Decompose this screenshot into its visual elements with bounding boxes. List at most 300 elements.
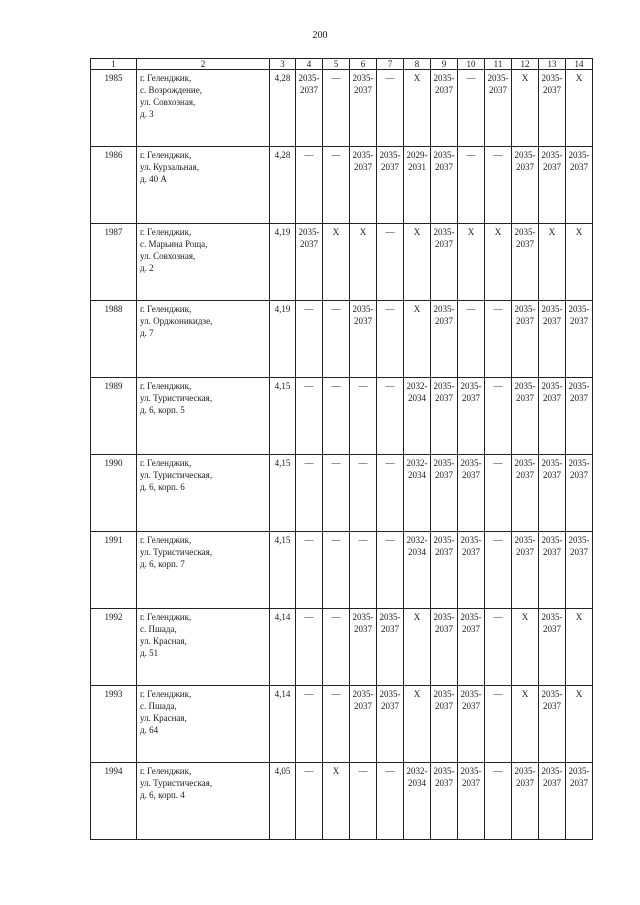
address-cell [137,455,270,532]
table-row [91,763,593,840]
cell-line: 2035- [460,458,482,468]
cell-line: 2032- [406,766,428,776]
period-cell-col-10 [458,763,485,840]
period-cell-col-9 [431,301,458,378]
cell-line: — [331,535,341,545]
cell-line: 2037 [543,624,561,634]
cell-line: 2037 [516,778,534,788]
address-line: с. Марьина Роща, [140,239,208,249]
cell-line: X [575,73,583,83]
address-line: с. Возрождение, [140,85,202,95]
address-line: д. 6, корп. 7 [140,559,185,569]
period-cell-col-8 [404,147,431,224]
period-cell-col-6 [350,455,377,532]
address-line: с. Пшада, [140,624,177,634]
value-cell: 4,19 [270,224,296,301]
cell-line: 2035- [433,766,455,776]
period-cell-col-7 [377,301,404,378]
cell-line: 2035- [541,150,563,160]
address-line: ул. Красная, [140,636,187,646]
cell-line: — [331,304,341,314]
table-row [91,70,593,147]
cell-line: X [575,227,583,237]
address-cell [137,609,270,686]
address-cell [137,378,270,455]
cell-line: 2037 [570,470,588,480]
cell-line: X [413,304,421,314]
address-line: ул. Курзальная, [140,162,199,172]
period-cell-col-14 [566,147,593,224]
period-cell-col-7 [377,686,404,763]
cell-line: — [304,458,314,468]
cell-line: — [385,73,395,83]
period-cell-col-8 [404,455,431,532]
period-cell-col-5 [323,763,350,840]
cell-line: 2035- [352,73,374,83]
period-cell-col-12 [512,224,539,301]
cell-line: 2037 [462,470,480,480]
cell-line: 2035- [460,689,482,699]
period-cell-col-14 [566,224,593,301]
cell-line: 2035- [433,304,455,314]
period-cell-col-4 [296,455,323,532]
cell-line: X [521,689,529,699]
period-cell-col-12 [512,763,539,840]
cell-line: 2037 [570,778,588,788]
cell-line: 2037 [516,239,534,249]
cell-line: 2037 [354,162,372,172]
cell-line: 2037 [462,547,480,557]
period-cell-col-10 [458,301,485,378]
period-cell-col-7 [377,70,404,147]
period-cell-col-4 [296,378,323,455]
cell-line: 2034 [408,470,426,480]
address-line: г. Геленджик, [140,150,192,160]
cell-line: 2035- [514,381,536,391]
period-cell-col-13 [539,609,566,686]
cell-line: 2035- [379,150,401,160]
cell-line: 2037 [462,393,480,403]
cell-line: X [413,612,421,622]
address-cell [137,763,270,840]
cell-line: 2037 [354,316,372,326]
cell-line: 2035- [514,766,536,776]
column-number-3: 3 [270,59,296,70]
cell-line: 2035- [352,612,374,622]
cell-line: X [332,227,340,237]
row-number: 1992 [91,609,137,686]
column-number-4: 4 [296,59,323,70]
cell-line: 2035- [352,689,374,699]
cell-line: 2034 [408,547,426,557]
cell-line: 2035- [514,458,536,468]
period-cell-col-12 [512,147,539,224]
table-row [91,147,593,224]
period-cell-col-4 [296,301,323,378]
table-body [91,70,593,840]
column-number-2: 2 [137,59,270,70]
cell-line: X [575,612,583,622]
cell-line: 2035- [460,535,482,545]
table-row [91,224,593,301]
period-cell-col-8 [404,378,431,455]
row-number: 1991 [91,532,137,609]
cell-line: 2037 [462,624,480,634]
column-number-1: 1 [91,59,137,70]
period-cell-col-10 [458,378,485,455]
period-cell-col-7 [377,147,404,224]
address-line: ул. Туристическая, [140,547,213,557]
cell-line: 2035- [541,304,563,314]
period-cell-col-14 [566,455,593,532]
column-number-14: 14 [566,59,593,70]
column-number-13: 13 [539,59,566,70]
period-cell-col-13 [539,147,566,224]
page-number: 200 [312,30,328,41]
cell-line: 2037 [543,778,561,788]
period-cell-col-10 [458,609,485,686]
cell-line: 2035- [514,227,536,237]
period-cell-col-4 [296,686,323,763]
period-cell-col-5 [323,609,350,686]
cell-line: — [493,304,503,314]
period-cell-col-4 [296,147,323,224]
cell-line: 2037 [543,316,561,326]
period-cell-col-5 [323,378,350,455]
address-line: ул. Туристическая, [140,393,213,403]
cell-line: 2037 [435,316,453,326]
row-number: 1993 [91,686,137,763]
address-line: д. 7 [140,328,154,338]
address-line: г. Геленджик, [140,766,192,776]
cell-line: 2029- [406,150,428,160]
period-cell-col-14 [566,378,593,455]
cell-line: — [385,381,395,391]
cell-line: 2037 [354,701,372,711]
cell-line: — [358,458,368,468]
cell-line: — [385,766,395,776]
period-cell-col-12 [512,378,539,455]
address-cell [137,301,270,378]
column-number-11: 11 [485,59,512,70]
cell-line: 2037 [435,162,453,172]
cell-line: 2035- [541,612,563,622]
cell-line: — [385,535,395,545]
cell-line: 2035- [352,150,374,160]
period-cell-col-4 [296,224,323,301]
column-number-6: 6 [350,59,377,70]
cell-line: 2037 [516,162,534,172]
period-cell-col-10 [458,224,485,301]
column-number-5: 5 [323,59,350,70]
cell-line: 2035- [433,535,455,545]
period-cell-col-14 [566,609,593,686]
cell-line: 2035- [433,150,455,160]
period-cell-col-11 [485,301,512,378]
cell-line: — [304,150,314,160]
row-number: 1988 [91,301,137,378]
period-cell-col-8 [404,532,431,609]
address-line: д. 2 [140,263,154,273]
period-cell-col-13 [539,301,566,378]
cell-line: 2035- [541,689,563,699]
row-number: 1987 [91,224,137,301]
period-cell-col-8 [404,70,431,147]
cell-line: — [304,535,314,545]
cell-line: — [493,150,503,160]
cell-line: — [358,535,368,545]
cell-line: 2037 [516,393,534,403]
address-line: г. Геленджик, [140,381,192,391]
period-cell-col-6 [350,532,377,609]
column-number-12: 12 [512,59,539,70]
period-cell-col-10 [458,532,485,609]
address-line: ул. Совхозная, [140,97,196,107]
row-number: 1989 [91,378,137,455]
cell-line: 2037 [516,547,534,557]
cell-line: X [332,766,340,776]
period-cell-col-8 [404,763,431,840]
cell-line: — [304,381,314,391]
period-cell-col-11 [485,378,512,455]
cell-line: 2035- [568,381,590,391]
cell-line: — [385,227,395,237]
period-cell-col-10 [458,686,485,763]
period-cell-col-7 [377,763,404,840]
table-row [91,455,593,532]
cell-line: — [385,304,395,314]
address-line: ул. Красная, [140,713,187,723]
period-cell-col-12 [512,686,539,763]
cell-line: 2037 [381,701,399,711]
address-line: ул. Туристическая, [140,778,213,788]
cell-line: 2034 [408,393,426,403]
period-cell-col-12 [512,70,539,147]
cell-line: 2037 [435,470,453,480]
period-cell-col-12 [512,455,539,532]
period-cell-col-13 [539,70,566,147]
cell-line: 2037 [381,624,399,634]
column-number-10: 10 [458,59,485,70]
address-line: г. Геленджик, [140,304,192,314]
period-cell-col-5 [323,532,350,609]
period-cell-col-7 [377,609,404,686]
column-number-9: 9 [431,59,458,70]
address-line: г. Геленджик, [140,689,192,699]
cell-line: — [493,766,503,776]
cell-line: 2037 [435,624,453,634]
cell-line: 2037 [489,85,507,95]
cell-line: — [493,535,503,545]
cell-line: 2035- [514,535,536,545]
column-number-8: 8 [404,59,431,70]
cell-line: 2037 [516,316,534,326]
period-cell-col-8 [404,686,431,763]
value-cell: 4,15 [270,455,296,532]
period-cell-col-5 [323,686,350,763]
period-cell-col-14 [566,70,593,147]
cell-line: 2037 [354,624,372,634]
address-cell [137,686,270,763]
cell-line: X [548,227,556,237]
cell-line: 2037 [462,778,480,788]
address-line: д. 6, корп. 6 [140,482,185,492]
period-cell-col-9 [431,224,458,301]
cell-line: — [304,766,314,776]
address-line: ул. Орджоникидзе, [140,316,213,326]
cell-line: 2037 [543,162,561,172]
period-cell-col-11 [485,609,512,686]
cell-line: 2035- [298,73,320,83]
cell-line: 2037 [300,239,318,249]
cell-line: X [413,689,421,699]
cell-line: 2035- [433,227,455,237]
period-cell-col-5 [323,455,350,532]
period-cell-col-6 [350,378,377,455]
cell-line: 2037 [570,393,588,403]
cell-line: 2037 [435,778,453,788]
row-number: 1990 [91,455,137,532]
period-cell-col-4 [296,763,323,840]
column-number-7: 7 [377,59,404,70]
period-cell-col-14 [566,763,593,840]
cell-line: 2035- [379,612,401,622]
period-cell-col-4 [296,609,323,686]
cell-line: X [575,689,583,699]
address-line: с. Пшада, [140,701,177,711]
period-cell-col-7 [377,378,404,455]
cell-line: — [466,150,476,160]
cell-line: 2037 [435,547,453,557]
cell-line: 2037 [570,162,588,172]
cell-line: 2035- [568,458,590,468]
cell-line: 2037 [570,316,588,326]
period-cell-col-11 [485,686,512,763]
period-cell-col-11 [485,532,512,609]
cell-line: 2037 [381,162,399,172]
address-line: ул. Туристическая, [140,470,213,480]
period-cell-col-14 [566,532,593,609]
row-number: 1986 [91,147,137,224]
cell-line: — [331,689,341,699]
cell-line: X [521,73,529,83]
value-cell: 4,28 [270,70,296,147]
address-cell [137,147,270,224]
value-cell: 4,19 [270,301,296,378]
cell-line: X [413,73,421,83]
cell-line: — [493,612,503,622]
cell-line: 2035- [433,689,455,699]
period-cell-col-9 [431,147,458,224]
cell-line: — [331,73,341,83]
cell-line: 2037 [543,85,561,95]
value-cell: 4,28 [270,147,296,224]
cell-line: 2035- [487,73,509,83]
cell-line: 2032- [406,458,428,468]
cell-line: — [493,381,503,391]
period-cell-col-7 [377,532,404,609]
period-cell-col-8 [404,301,431,378]
register-table [90,58,593,840]
cell-line: 2037 [435,393,453,403]
cell-line: 2035- [433,458,455,468]
cell-line: — [331,381,341,391]
cell-line: 2037 [354,85,372,95]
period-cell-col-5 [323,70,350,147]
cell-line: — [358,766,368,776]
column-numbers-header [91,59,593,70]
period-cell-col-5 [323,147,350,224]
address-line: д. 51 [140,648,159,658]
table-row [91,301,593,378]
cell-line: 2035- [298,227,320,237]
period-cell-col-6 [350,70,377,147]
period-cell-col-11 [485,455,512,532]
address-line: г. Геленджик, [140,73,192,83]
cell-line: 2035- [433,381,455,391]
cell-line: X [413,227,421,237]
address-line: г. Геленджик, [140,458,192,468]
period-cell-col-6 [350,224,377,301]
cell-line: — [493,689,503,699]
cell-line: 2037 [543,470,561,480]
period-cell-col-14 [566,686,593,763]
period-cell-col-13 [539,686,566,763]
cell-line: 2037 [543,701,561,711]
value-cell: 4,05 [270,763,296,840]
period-cell-col-9 [431,70,458,147]
cell-line: 2035- [568,535,590,545]
period-cell-col-6 [350,301,377,378]
period-cell-col-9 [431,532,458,609]
row-number: 1994 [91,763,137,840]
cell-line: — [304,689,314,699]
table-row [91,378,593,455]
period-cell-col-6 [350,609,377,686]
table-row [91,686,593,763]
period-cell-col-9 [431,455,458,532]
period-cell-col-12 [512,301,539,378]
cell-line: X [467,227,475,237]
cell-line: 2035- [352,304,374,314]
period-cell-col-8 [404,224,431,301]
period-cell-col-6 [350,147,377,224]
cell-line: 2037 [435,701,453,711]
cell-line: — [304,304,314,314]
period-cell-col-5 [323,301,350,378]
cell-line: 2037 [462,701,480,711]
address-line: д. 40 А [140,174,167,184]
cell-line: 2035- [460,766,482,776]
address-cell [137,70,270,147]
table-row [91,609,593,686]
period-cell-col-11 [485,763,512,840]
period-cell-col-5 [323,224,350,301]
address-line: г. Геленджик, [140,535,192,545]
cell-line: 2035- [541,766,563,776]
value-cell: 4,15 [270,532,296,609]
table-row [91,532,593,609]
period-cell-col-12 [512,532,539,609]
period-cell-col-13 [539,455,566,532]
address-line: г. Геленджик, [140,227,192,237]
period-cell-col-13 [539,532,566,609]
address-line: ул. Совхозная, [140,251,196,261]
cell-line: 2035- [514,150,536,160]
period-cell-col-11 [485,147,512,224]
cell-line: — [358,381,368,391]
cell-line: — [466,73,476,83]
